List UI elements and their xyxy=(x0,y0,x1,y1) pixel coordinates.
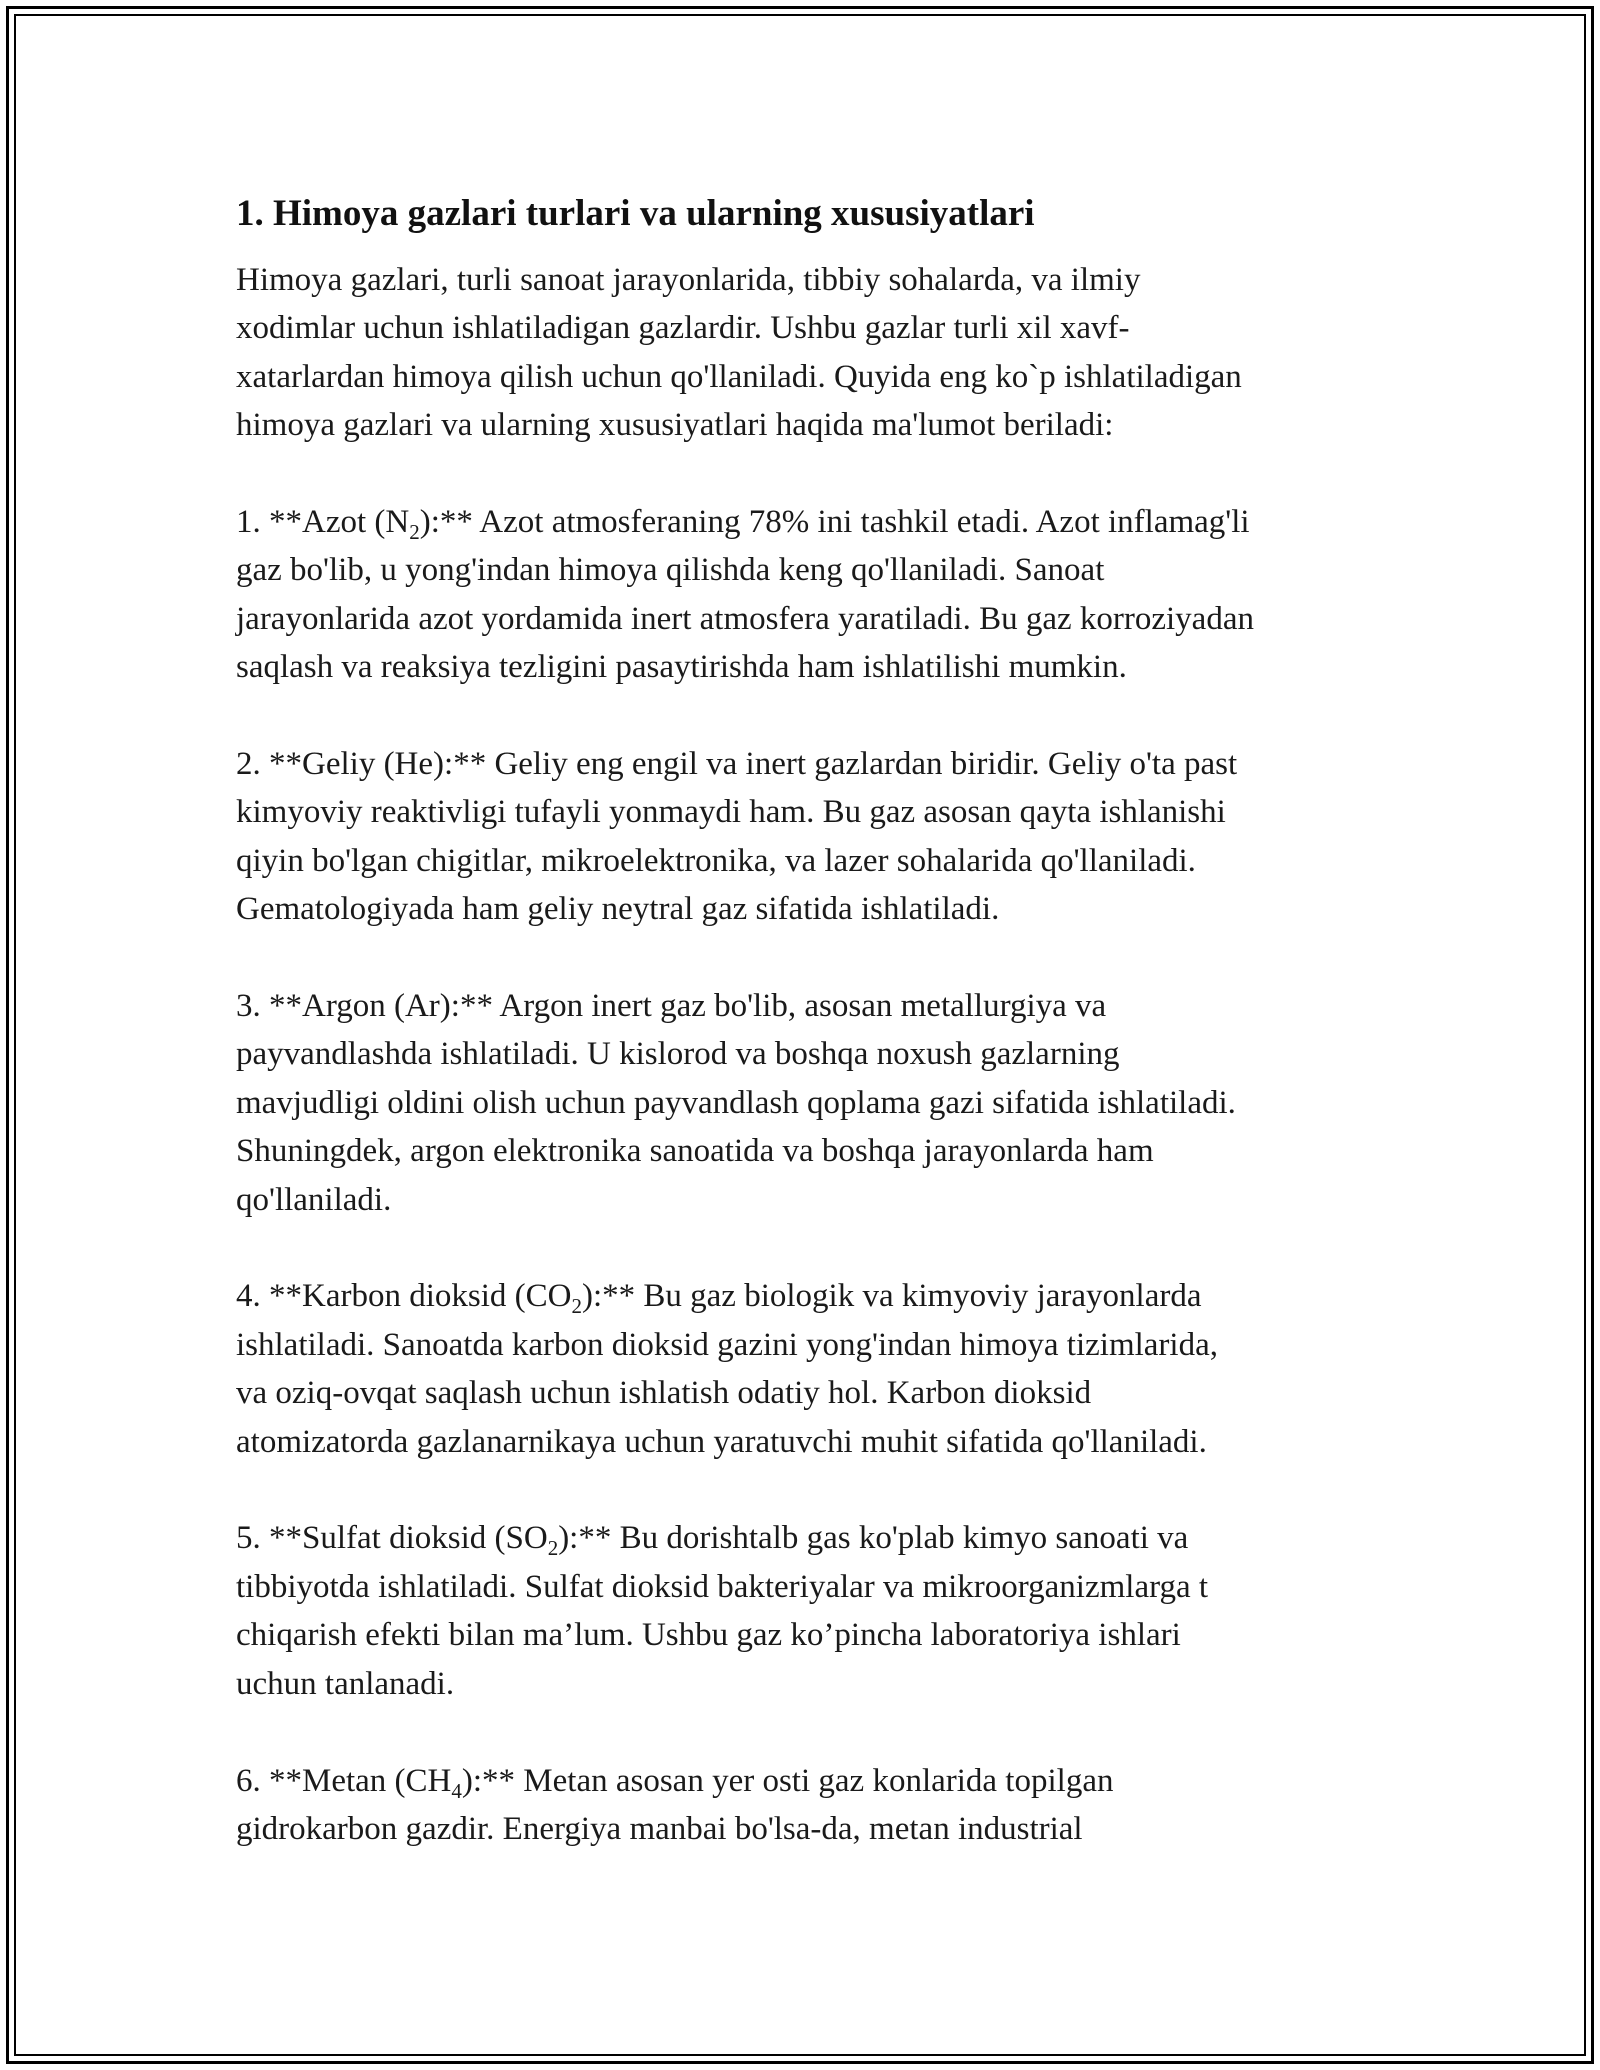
item-line: kimyoviy reaktivligi tufayli yonmaydi ham. Bu gaz asosan qayta ishlanishi xyxy=(236,794,1226,831)
subscript: 4 xyxy=(451,1778,462,1803)
item-line: va oziq-ovqat saqlash uchun ishlatish odatiy hol. Karbon dioksid xyxy=(236,1375,1092,1412)
item-azot xyxy=(236,498,1376,692)
item-line: atomizatorda gazlanarnikaya uchun yaratuvchi muhit sifatida qo'llaniladi. xyxy=(236,1423,1207,1460)
intro-line: xatarlardan himoya qilish uchun qo'llaniladi. Quyida eng ko`p ishlatiladigan xyxy=(236,358,1242,395)
item-karbon-text: ):** Bu gaz biologik va kimyoviy jarayonlarda xyxy=(581,1278,1202,1315)
item-line: uchun tanlanadi. xyxy=(236,1665,455,1702)
item-sulfat-text: ):** Bu dorishtalb gas ko'plab kimyo sanoati va xyxy=(558,1520,1189,1557)
item-metan-prefix: 6. **Metan (CH xyxy=(236,1762,452,1799)
item-karbon-prefix: 4. **Karbon dioksid (CO xyxy=(236,1278,572,1315)
paragraph-gap xyxy=(236,1708,1376,1756)
item-argon-first: 3. **Argon (Ar):** Argon inert gaz bo'lib, asosan metallurgiya va xyxy=(236,988,1107,1025)
intro-line: himoya gazlari va ularning xususiyatlari haqida ma'lumot beriladi: xyxy=(236,407,1114,444)
paragraph-gap xyxy=(236,692,1376,740)
item-karbon xyxy=(236,1272,1376,1466)
intro-line: Himoya gazlari, turli sanoat jarayonlarida, tibbiy sohalarda, va ilmiy xyxy=(236,262,1141,298)
item-argon xyxy=(236,982,1376,1224)
item-line: Shuningdek, argon elektronika sanoatida va boshqa jarayonlarda ham xyxy=(236,1133,1154,1170)
item-sulfat xyxy=(236,1514,1376,1708)
item-line: ishlatiladi. Sanoatda karbon dioksid gazini yong'indan himoya tizimlarida, xyxy=(236,1326,1218,1363)
subscript: 2 xyxy=(409,520,420,545)
paragraph-gap xyxy=(236,934,1376,982)
item-azot-prefix: 1. **Azot (N xyxy=(236,504,410,541)
intro-line: xodimlar uchun ishlatiladigan gazlardir. Ushbu gazlar turli xil xavf- xyxy=(236,310,1130,347)
item-azot-text: ):** Azot atmosferaning 78% ini tashkil etadi. Azot inflamag'li xyxy=(419,504,1250,541)
item-line: Gematologiyada ham geliy neytral gaz sifatida ishlatiladi. xyxy=(236,891,1000,928)
item-geliy-first: 2. **Geliy (He):** Geliy eng engil va inert gazlardan biridir. Geliy o'ta past xyxy=(236,746,1238,783)
item-metan xyxy=(236,1757,1376,1854)
section-heading: 1. Himoya gazlari turlari va ularning xususiyatlari xyxy=(236,193,1035,234)
subscript: 2 xyxy=(547,1536,559,1561)
item-line: jarayonlarida azot yordamida inert atmosfera yaratiladi. Bu gaz korroziyadan xyxy=(236,600,1254,637)
subscript: 2 xyxy=(571,1294,582,1319)
item-line: chiqarish efekti bilan ma’lum. Ushbu gaz ko’pincha laboratoriya ishlari xyxy=(236,1617,1181,1654)
item-metan-text: ):** Metan asosan yer osti gaz konlarida topilgan xyxy=(461,1762,1114,1799)
item-geliy xyxy=(236,740,1376,934)
item-sulfat-prefix: 5. **Sulfat dioksid (SO xyxy=(236,1520,548,1557)
item-line: qiyin bo'lgan chigitlar, mikroelektronika, va lazer sohalarida qo'llaniladi. xyxy=(236,842,1196,879)
paragraph-gap xyxy=(236,1466,1376,1514)
document-body xyxy=(236,186,1376,1853)
item-line: gaz bo'lib, u yong'indan himoya qilishda keng qo'llaniladi. Sanoat xyxy=(236,552,1105,589)
item-line: saqlash va reaksiya tezligini pasaytirishda ham ishlatilishi mumkin. xyxy=(236,649,1127,686)
paragraph-gap xyxy=(236,1224,1376,1272)
intro-paragraph xyxy=(236,256,1376,450)
paragraph-gap xyxy=(236,450,1376,498)
item-line: gidrokarbon gazdir. Energiya manbai bo'lsa-da, metan industrial xyxy=(236,1810,1083,1847)
item-line: payvandlashda ishlatiladi. U kislorod va boshqa noxush gazlarning xyxy=(236,1036,1120,1073)
item-line: mavjudligi oldini olish uchun payvandlash qoplama gazi sifatida ishlatiladi. xyxy=(236,1084,1236,1121)
item-line: tibbiyotda ishlatiladi. Sulfat dioksid bakteriyalar va mikroorganizmlarga t xyxy=(236,1568,1209,1605)
item-line: qo'llaniladi. xyxy=(236,1181,392,1218)
